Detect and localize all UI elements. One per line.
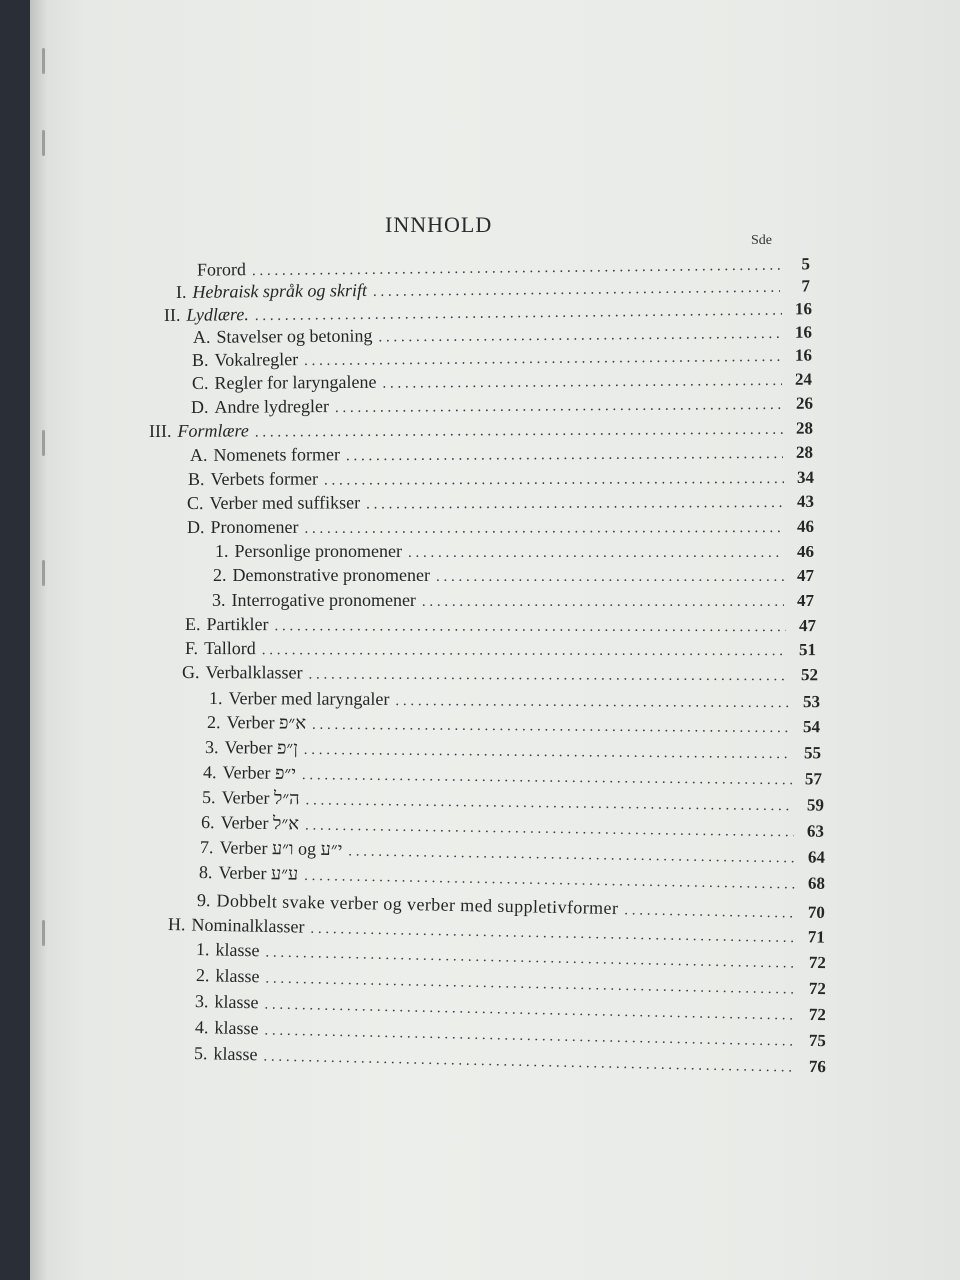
toc-entry-label: Verber med suffikser (209, 492, 361, 513)
toc-entry-label: klasse (214, 1017, 259, 1039)
toc-entry-label: Verbets former (210, 468, 319, 489)
toc-entry (185, 614, 816, 639)
toc-entry-number: 8. (198, 862, 213, 883)
toc-entry-page: 47 (798, 616, 817, 636)
toc-entry-number: A. (192, 326, 211, 347)
toc-entry-number: B. (187, 468, 205, 489)
toc-entry-label: klasse (215, 965, 260, 987)
toc-entry-number: C. (191, 372, 209, 393)
toc-entry-number: H. (167, 914, 186, 935)
toc-entry-label: Formlære (177, 420, 249, 441)
toc-entry-number: 2. (213, 565, 227, 585)
toc-entry-number: 4. (202, 762, 217, 783)
toc-entry-page: 46 (797, 542, 814, 561)
leader-dots (305, 817, 794, 841)
toc-entry-label: klasse (214, 991, 259, 1013)
toc-entry-number: G. (181, 662, 200, 683)
leader-dots (262, 642, 786, 660)
toc-entry-page: 16 (794, 345, 813, 365)
toc-entry-page: 59 (806, 795, 825, 815)
leader-dots (302, 767, 792, 789)
toc-entry-page: 53 (802, 692, 821, 712)
leader-dots (304, 742, 791, 763)
toc-entry-label: Verber ן״פ (224, 737, 298, 758)
toc-entry-label: Lydlære. (186, 304, 249, 325)
toc-entry-page: 16 (794, 322, 813, 342)
toc-entry-number: D. (190, 396, 209, 417)
toc-entry-page: 64 (807, 847, 826, 867)
toc-entry-label: Verber ו״ע og י״ע (219, 837, 343, 860)
toc-entry (190, 442, 813, 469)
toc-entry-number: 3. (204, 737, 219, 758)
toc-entry-number: II. (163, 304, 181, 325)
toc-entry-label: Verbalklasser (205, 662, 303, 683)
leader-dots (382, 373, 782, 393)
toc-entry (185, 638, 816, 663)
toc-entry-page: 7 (801, 276, 811, 296)
toc-entry-number: 1. (215, 541, 229, 561)
toc-entry-label: Nomenets former (213, 444, 341, 465)
toc-entry-label: Verber ע״ע (218, 862, 299, 884)
toc-entry-label: Tallord (204, 638, 256, 659)
toc-entry-label: Vokalregler (214, 349, 299, 370)
toc-entry-label: Verber ה״ל (221, 787, 300, 809)
toc-entry (191, 393, 813, 421)
leader-dots (408, 545, 784, 562)
toc-entry-page: 47 (797, 591, 814, 610)
toc-entry-page: 75 (808, 1030, 827, 1051)
leader-dots (366, 495, 784, 513)
toc-entry-page: 68 (807, 873, 826, 893)
toc-entry (205, 737, 821, 766)
toc-entry (215, 541, 814, 565)
toc-entry-page: 28 (795, 418, 814, 438)
toc-entry-number: 2. (195, 965, 210, 986)
leader-dots (312, 717, 790, 737)
toc-entry-number: 4. (194, 1017, 209, 1038)
toc-entry-page: 72 (808, 952, 827, 973)
toc-entry-page: 28 (795, 442, 814, 462)
toc-entry-page: 57 (804, 769, 823, 789)
page-title: INNHOLD (385, 212, 493, 237)
toc-entry-label: klasse (215, 939, 260, 961)
toc-entry (187, 491, 814, 517)
toc-entry-label: Personlige pronomener (234, 541, 402, 561)
toc-entry-label: Verber י״פ (222, 762, 297, 783)
toc-entry-label: Regler for laryngalene (214, 371, 377, 393)
toc-entry-number: 1. (195, 939, 210, 960)
leader-dots (304, 868, 795, 894)
toc-entry-label: Partikler (206, 614, 269, 635)
leader-dots (255, 422, 783, 442)
toc-entry-page: 52 (800, 665, 819, 685)
toc-entry (212, 590, 814, 614)
toc-entry-number: A. (189, 444, 208, 465)
leader-dots (335, 397, 783, 417)
toc-entry (182, 662, 818, 688)
toc-entry-page: 46 (796, 516, 815, 536)
leader-dots (624, 902, 795, 922)
toc-entry-page: 5 (801, 254, 811, 274)
leader-dots (324, 471, 784, 490)
toc-entry-label: klasse (213, 1043, 258, 1065)
toc-entry-page: 54 (802, 717, 821, 737)
toc-entry-number: B. (191, 349, 209, 370)
toc-entry-number: 3. (212, 590, 226, 610)
toc-entry-number: 9. (196, 890, 211, 911)
toc-entry-label: Verber med laryngaler (228, 688, 390, 709)
toc-entry (213, 565, 814, 589)
toc-entry-number: 5. (201, 787, 216, 808)
toc-entry-number: F. (184, 638, 199, 659)
toc-entry-number: 7. (199, 837, 214, 858)
toc-entry-number: D. (186, 516, 205, 537)
toc-entry-page: 55 (803, 743, 822, 763)
toc-entry-number: 2. (206, 712, 221, 733)
page-column-header: Sde (751, 233, 772, 248)
toc-entry-page: 24 (794, 369, 813, 389)
toc-entry-number: C. (186, 492, 204, 513)
toc-entry-page: 43 (796, 491, 815, 511)
toc-entry-number: I. (175, 281, 187, 302)
toc-entry-label: Stavelser og betoning (216, 325, 373, 347)
toc-entry-number: 3. (194, 991, 209, 1012)
leader-dots (274, 618, 786, 636)
leader-dots (308, 666, 788, 685)
toc-entry-label: Forord (196, 259, 247, 280)
leader-dots (395, 693, 790, 712)
table-of-contents (30, 0, 960, 1280)
toc-entry-number: 5. (193, 1043, 208, 1064)
leader-dots (348, 843, 795, 867)
toc-entry (149, 418, 813, 445)
leader-dots (422, 594, 784, 611)
leader-dots (346, 446, 783, 465)
toc-entry-label: Interrogative pronomener (231, 590, 416, 610)
leader-dots (436, 569, 784, 586)
leader-dots (305, 792, 794, 815)
toc-entry (209, 688, 820, 715)
toc-entry-page: 16 (794, 299, 813, 319)
toc-entry-label: Nominalklasser (191, 914, 305, 937)
toc-entry (187, 516, 814, 541)
toc-entry-number: 1. (208, 688, 223, 709)
toc-entry-number: E. (184, 614, 201, 635)
toc-entry-page: 63 (806, 821, 825, 841)
toc-entry-label: Dobbelt svake verber og verber med suppletivformer (216, 890, 619, 919)
toc-entry-page: 70 (807, 902, 826, 923)
toc-entry-page: 26 (795, 393, 814, 413)
toc-entry-label: Verber א״ל (220, 812, 300, 834)
toc-entry-label: Andre lydregler (214, 396, 330, 417)
book-page (30, 0, 960, 1280)
toc-entry-label: Hebraisk språk og skrift (192, 280, 368, 302)
toc-entry (188, 467, 814, 493)
toc-entry-label: Verber א״פ (226, 712, 307, 733)
leader-dots (304, 349, 782, 370)
toc-entry-page: 76 (808, 1056, 827, 1077)
toc-entry-page: 51 (798, 640, 817, 660)
toc-entry (207, 712, 820, 740)
leader-dots (304, 520, 784, 538)
toc-entry-number: 6. (200, 812, 215, 833)
toc-entry-page: 34 (796, 467, 815, 487)
toc-entry-page: 47 (797, 566, 814, 585)
toc-entry-label: Demonstrative pronomener (232, 565, 430, 585)
leader-dots (378, 326, 782, 347)
toc-entry-label: Pronomener (210, 516, 299, 537)
leader-dots (263, 1048, 796, 1076)
toc-entry-page: 71 (807, 927, 826, 947)
toc-entry-page: 72 (808, 1004, 827, 1025)
toc-entry-page: 72 (808, 978, 827, 999)
toc-entry-number: III. (148, 420, 172, 441)
leader-dots (373, 280, 780, 301)
